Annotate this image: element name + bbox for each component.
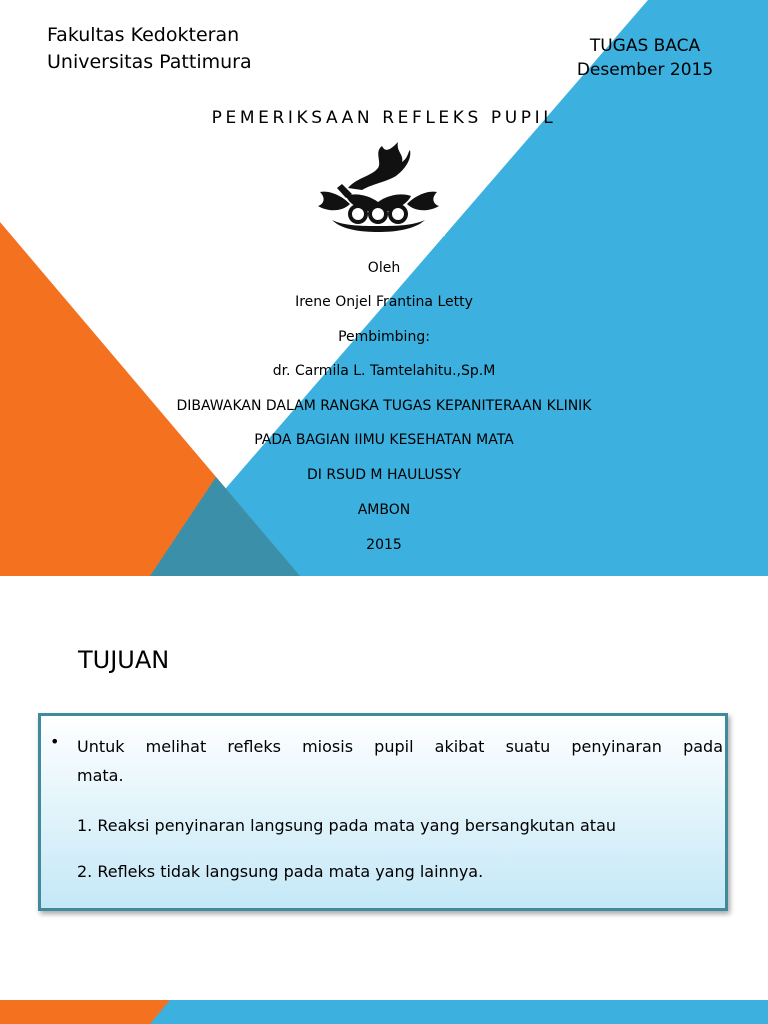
objective-intro-line-1: Untuk melihat refleks miosis pupil akibat suatu penyinaran pada <box>77 737 723 756</box>
assignment-line-2: Desember 2015 <box>576 60 714 80</box>
assignment-label <box>560 34 730 82</box>
faculty-line-1: Fakultas Kedokteran <box>47 24 240 46</box>
author-name: Irene Onjel Frantina Letty <box>295 294 473 310</box>
blue-triangle <box>150 0 768 576</box>
faculty-line-2: Universitas Pattimura <box>47 51 252 73</box>
faculty-name <box>47 22 252 76</box>
university-logo-icon <box>312 138 445 236</box>
supervisor-name: dr. Carmila L. Tamtelahitu.,Sp.M <box>272 363 496 379</box>
bottom-decor-strip <box>0 1000 768 1024</box>
slide-title: PEMERIKSAAN REFLEKS PUPIL <box>211 108 557 128</box>
objectives-box <box>38 713 728 911</box>
by-label: Oleh <box>367 260 401 276</box>
year-line: 2015 <box>366 537 402 553</box>
hospital-line: DI RSUD M HAULUSSY <box>306 467 461 483</box>
objective-intro-line-2: mata. <box>77 766 124 785</box>
objective-item-1: 1. Reaksi penyinaran langsung pada mata yang bersangkutan atau <box>77 816 617 835</box>
bullet-marker: • <box>50 732 60 751</box>
objectives-slide <box>0 576 768 1024</box>
supervisor-label: Pembimbing: <box>338 329 430 345</box>
slide-heading: TUJUAN <box>78 646 170 674</box>
purpose-line-2: PADA BAGIAN IIMU KESEHATAN MATA <box>254 432 514 448</box>
purpose-line-1: DIBAWAKAN DALAM RANGKA TUGAS KEPANITERAAN KLINIK <box>176 398 592 414</box>
assignment-line-1: TUGAS BACA <box>589 36 701 56</box>
city-line: AMBON <box>357 502 411 518</box>
objective-item-2: 2. Refleks tidak langsung pada mata yang lainnya. <box>77 862 484 881</box>
